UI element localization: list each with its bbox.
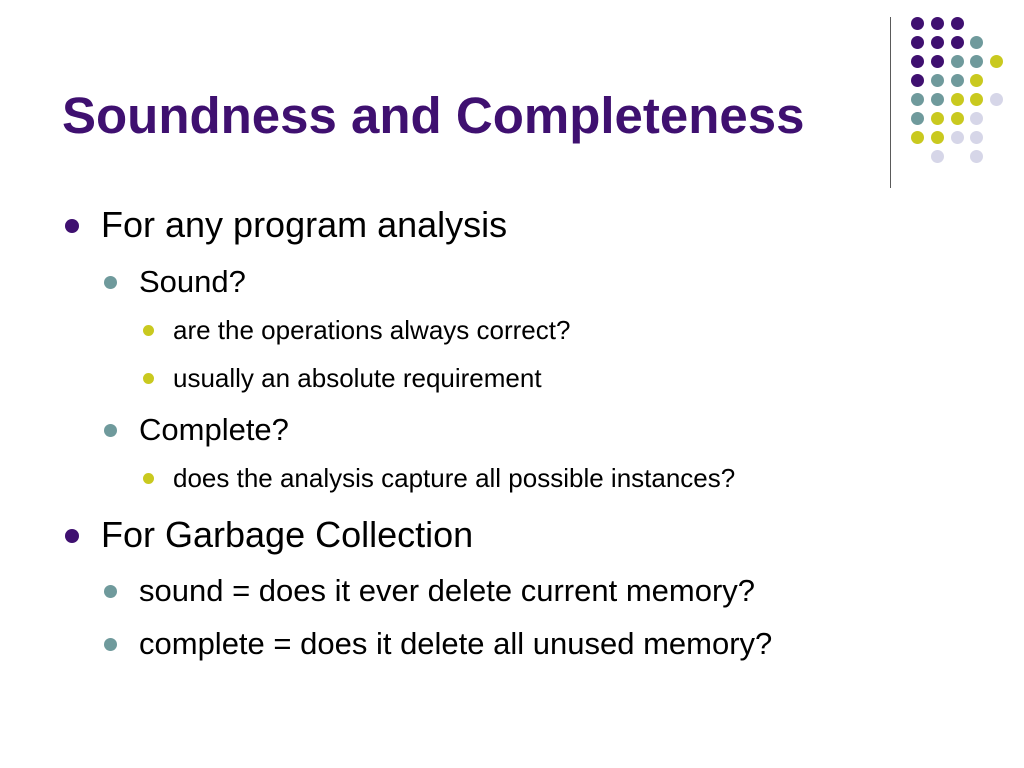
slide-title: Soundness and Completeness [62,87,805,144]
decorative-dot [990,55,1003,68]
decorative-dot [951,93,964,106]
decorative-dot [970,131,983,144]
bullet-text: sound = does it ever delete current memory? [139,573,756,608]
decorative-dot [970,55,983,68]
decorative-dot [970,93,983,106]
decorative-dot [970,150,983,163]
bullet-dot-icon [65,529,79,543]
decorative-dot [931,150,944,163]
decorative-dot [931,17,944,30]
decorative-dot [931,74,944,87]
bullet-dot-icon [104,638,117,651]
bullet-text: For any program analysis [101,204,508,245]
decorative-dot [951,36,964,49]
decorative-dot [970,74,983,87]
vertical-divider [890,17,891,188]
bullet-text: For Garbage Collection [101,514,474,555]
bullet-item [173,463,735,494]
decorative-dot [951,17,964,30]
decorative-dot [951,112,964,125]
decorative-dot [951,74,964,87]
bullet-text: Sound? [139,264,246,299]
decorative-dot [951,131,964,144]
bullet-item [173,363,542,394]
decorative-dot [911,74,924,87]
bullet-dot-icon [143,373,154,384]
bullet-dot-icon [143,473,154,484]
decorative-dot [911,17,924,30]
decorative-dot [931,112,944,125]
bullet-item [139,264,246,300]
bullet-item [101,514,473,556]
bullet-text: are the operations always correct? [173,315,571,345]
bullet-text: usually an absolute requirement [173,363,542,393]
bullet-dot-icon [143,325,154,336]
bullet-item [101,204,507,246]
decorative-dot [911,55,924,68]
bullet-item [139,626,772,662]
bullet-text: complete = does it delete all unused memory? [139,626,773,661]
decorative-dot [911,112,924,125]
decorative-dot [970,36,983,49]
bullet-item [139,412,289,448]
decorative-dot [990,93,1003,106]
bullet-text: does the analysis capture all possible instances? [173,463,736,493]
bullet-item [173,315,570,346]
decorative-dot [931,131,944,144]
decorative-dot [911,36,924,49]
bullet-dot-icon [104,424,117,437]
decorative-dot [931,55,944,68]
bullet-item [139,573,755,609]
bullet-text: Complete? [139,412,289,447]
decorative-dot [931,36,944,49]
decorative-dot [951,55,964,68]
bullet-dot-icon [104,276,117,289]
decorative-dot [931,93,944,106]
decorative-dot [911,131,924,144]
decorative-dot [911,93,924,106]
bullet-dot-icon [104,585,117,598]
bullet-dot-icon [65,219,79,233]
decorative-dot [970,112,983,125]
